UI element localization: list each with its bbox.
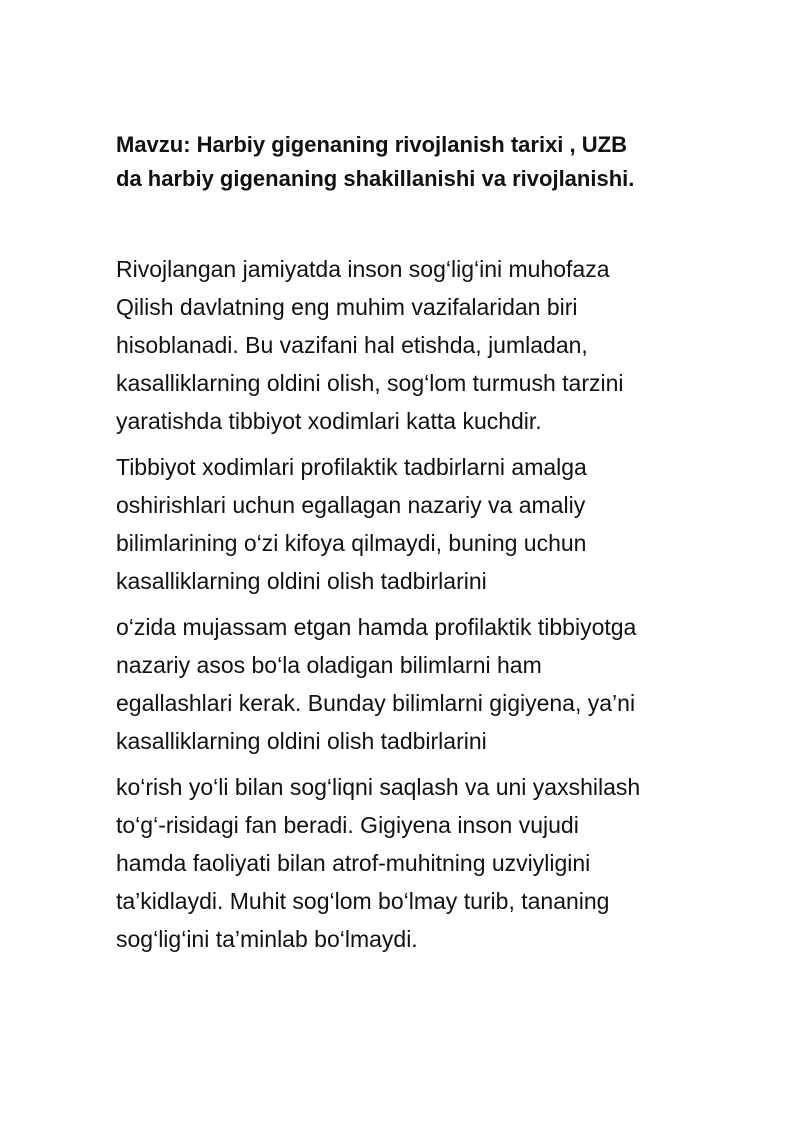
paragraph-line: Qilish davlatning eng muhim vazifalaridan biri (116, 294, 578, 320)
paragraph-line: kasalliklarning oldini olish tadbirlarini (116, 568, 487, 594)
paragraph-line: sog‘lig‘ini ta’minlab bo‘lmaydi. (116, 926, 418, 952)
paragraph-line: bilimlarining o‘zi kifoya qilmaydi, buning uchun (116, 530, 587, 556)
paragraph-line: nazariy asos bo‘la oladigan bilimlarni ham (116, 652, 542, 678)
paragraph-line: o‘zida mujassam etgan hamda profilaktik tibbiyotga (116, 614, 637, 640)
paragraph-line: egallashlari kerak. Bunday bilimlarni gigiyena, ya’ni (116, 690, 636, 716)
paragraph-3 (116, 608, 756, 760)
paragraph-line: hisoblanadi. Bu vazifani hal etishda, jumladan, (116, 332, 588, 358)
document-body (116, 250, 756, 958)
paragraph-line: kasalliklarning oldini olish tadbirlarini (116, 728, 487, 754)
paragraph-1 (116, 250, 756, 440)
paragraph-line: ko‘rish yo‘li bilan sog‘liqni saqlash va uni yaxshilash (116, 774, 641, 800)
paragraph-line: oshirishlari uchun egallagan nazariy va amaliy (116, 492, 586, 518)
paragraph-line: yaratishda tibbiyot xodimlari katta kuchdir. (116, 408, 542, 434)
paragraph-line: to‘g‘-risidagi fan beradi. Gigiyena inson vujudi (116, 812, 579, 838)
title-line-1: Mavzu: Harbiy gigenaning rivojlanish tarixi , UZB (116, 132, 627, 157)
document-title (116, 128, 756, 196)
paragraph-line: Tibbiyot xodimlari profilaktik tadbirlarni amalga (116, 454, 587, 480)
paragraph-4 (116, 768, 756, 958)
paragraph-line: kasalliklarning oldini olish, sog‘lom turmush tarzini (116, 370, 624, 396)
title-line-2: da harbiy gigenaning shakillanishi va rivojlanishi. (116, 166, 635, 191)
paragraph-2 (116, 448, 756, 600)
paragraph-line: ta’kidlaydi. Muhit sog‘lom bo‘lmay turib, tananing (116, 888, 610, 914)
paragraph-line: Rivojlangan jamiyatda inson sog‘lig‘ini muhofaza (116, 256, 610, 282)
paragraph-line: hamda faoliyati bilan atrof-muhitning uzviyligini (116, 850, 591, 876)
document-content (116, 128, 756, 966)
